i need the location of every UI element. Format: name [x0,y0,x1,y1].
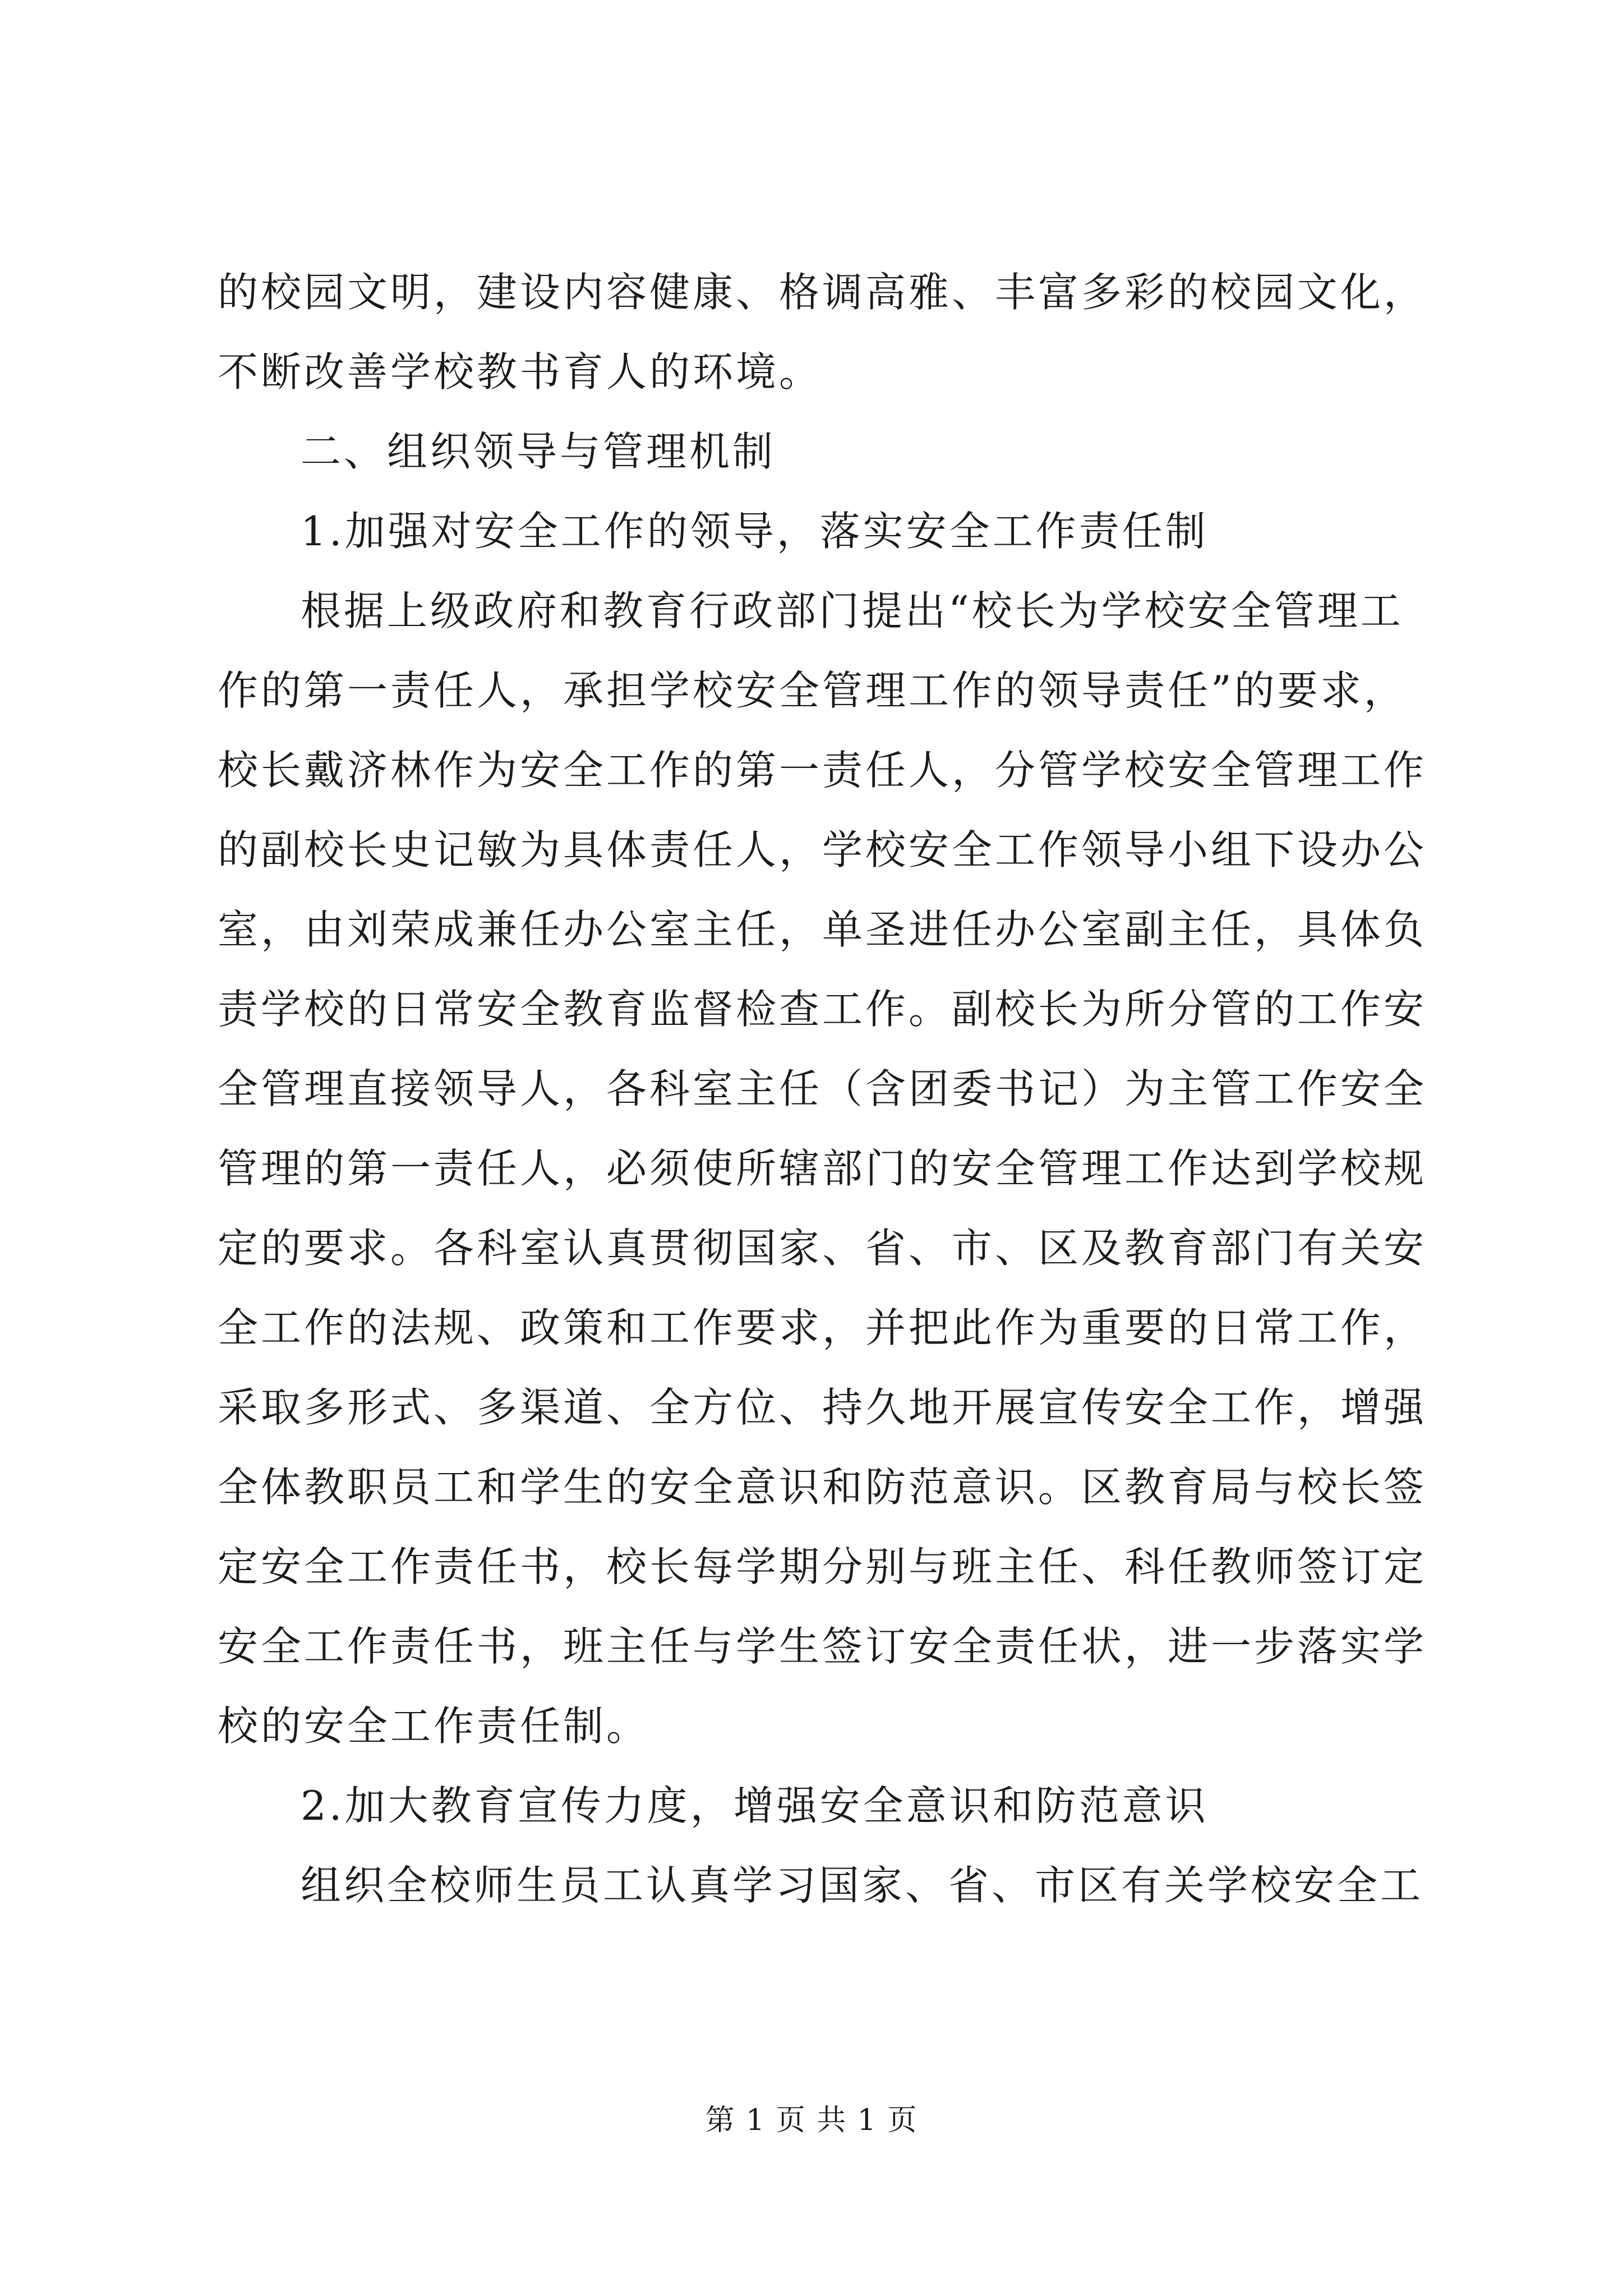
text-line: 校的安全工作责任制。 [218,1703,650,1750]
text-line: 作的第一责任人，承担学校安全管理工作的领导责任”的要求， [218,667,1407,714]
text-line: 全工作的法规、政策和工作要求，并把此作为重要的日常工作， [218,1304,1427,1351]
text-line: 定的要求。各科室认真贯彻国家、省、市、区及教育部门有关安 [218,1225,1427,1272]
text-line: 组织全校师生员工认真学习国家、省、市区有关学校安全工 [301,1862,1424,1909]
text-line: 全管理直接领导人，各科室主任（含团委书记）为主管工作安全 [218,1065,1427,1112]
text-line: 责学校的日常安全教育监督检查工作。副校长为所分管的工作安 [218,986,1427,1033]
document-body [218,252,1427,1925]
subsection-heading: 2.加大教育宣传力度，增强安全意识和防范意识 [301,1782,1209,1829]
text-line: 全体教职员工和学生的安全意识和防范意识。区教育局与校长签 [218,1464,1427,1511]
subsection-heading: 1.加强对安全工作的领导，落实安全工作责任制 [301,508,1209,555]
text-line: 安全工作责任书，班主任与学生签订安全责任状，进一步落实学 [218,1623,1427,1670]
text-line: 的校园文明，建设内容健康、格调高雅、丰富多彩的校园文化， [218,269,1427,316]
page-footer: 第 1 页 共 1 页 [705,2104,918,2137]
text-line: 管理的第一责任人，必须使所辖部门的安全管理工作达到学校规 [218,1145,1427,1192]
text-line: 不断改善学校教书育人的环境。 [218,348,823,395]
text-line: 定安全工作责任书，校长每学期分别与班主任、科任教师签订定 [218,1543,1427,1590]
section-heading: 二、组织领导与管理机制 [301,428,776,475]
text-line: 根据上级政府和教育行政部门提出“校长为学校安全管理工 [301,587,1404,634]
text-line: 室，由刘荣成兼任办公室主任，单圣进任办公室副主任，具体负 [218,906,1427,953]
text-line: 的副校长史记敏为具体责任人，学校安全工作领导小组下设办公 [218,826,1427,873]
text-line: 采取多形式、多渠道、全方位、持久地开展宣传安全工作，增强 [218,1384,1427,1431]
text-line: 校长戴济林作为安全工作的第一责任人，分管学校安全管理工作 [218,747,1427,794]
